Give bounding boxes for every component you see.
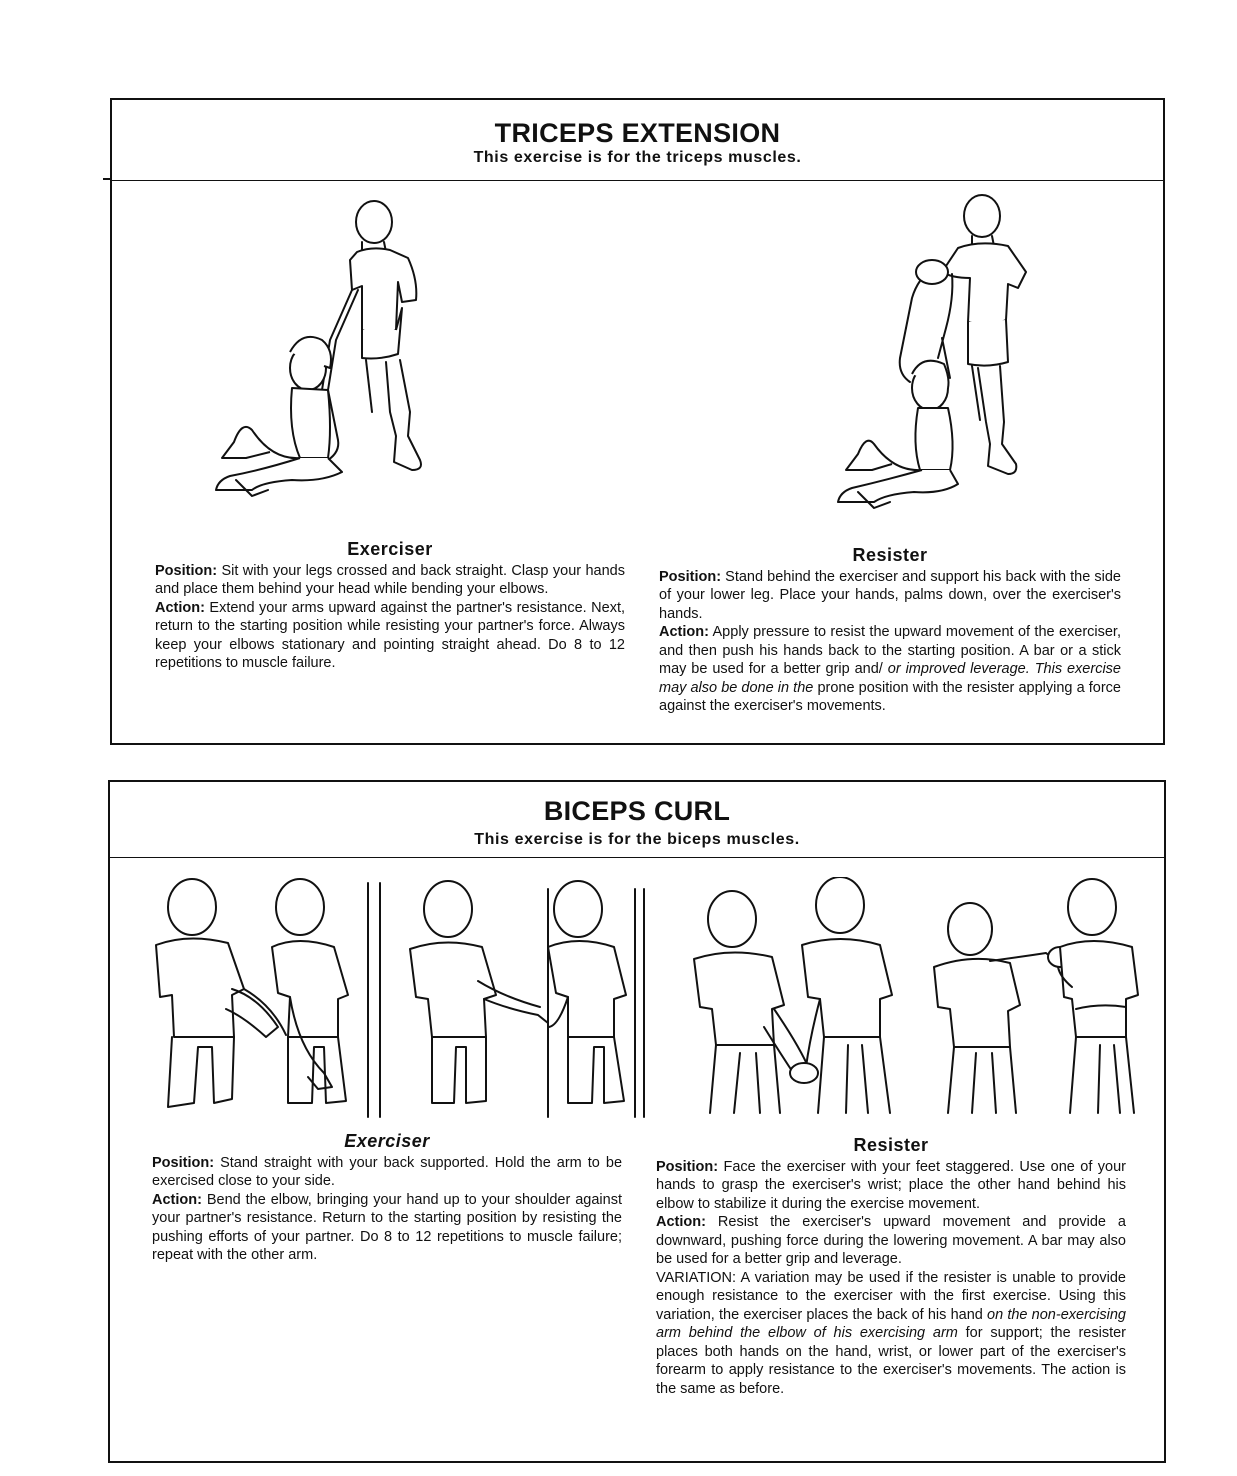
triceps-exerciser-column — [155, 540, 625, 673]
triceps-resister-action — [659, 623, 1121, 716]
action-label: Action: — [659, 624, 709, 640]
triceps-resister-column — [659, 546, 1121, 716]
triceps-title: TRICEPS EXTENSION — [494, 118, 781, 148]
biceps-resister-variation — [656, 1269, 1126, 1399]
biceps-exerciser-column — [152, 1132, 622, 1265]
biceps-header — [110, 782, 1164, 858]
position-text: Sit with your legs crossed and back straight. Clasp your hands and place them behind your head while bending your elbows. — [155, 562, 626, 597]
triceps-resister-position — [659, 568, 1121, 624]
biceps-exerciser-heading: Exerciser — [344, 1131, 430, 1151]
action-label: Action: — [155, 599, 205, 616]
position-label: Position: — [656, 1158, 719, 1175]
action-text-end: prone position with the resister applying a force against the exerciser's movements. — [659, 679, 1121, 714]
action-text: Extend your arms upward against the partner's resistance. Next, return to the starting position while resisting your partner's force. Always keep your elbows stationary and pointing straight ahead. Do 8 to 12 repetitions to muscle failure. — [155, 599, 625, 671]
triceps-subtitle: This exercise is for the triceps muscles. — [473, 149, 802, 166]
position-label: Position: — [152, 1154, 215, 1171]
triceps-start-illustration — [212, 190, 492, 520]
triceps-exerciser-heading: Exerciser — [347, 539, 433, 559]
biceps-resister-illustration — [680, 877, 1140, 1122]
action-text: Resist the exerciser's upward movement and provide a downward, pushing force during the lowering movement. A bar may also be used for a better grip and leverage. — [656, 1214, 1127, 1267]
biceps-curl-panel — [108, 780, 1166, 1463]
biceps-exerciser-illustration — [148, 877, 653, 1122]
position-text: Stand straight with your back supported. Hold the arm to be exercised close to your side. — [152, 1154, 623, 1189]
biceps-resister-action — [656, 1213, 1126, 1269]
triceps-end-illustration — [782, 188, 1062, 533]
biceps-resister-position — [656, 1158, 1126, 1214]
position-label: Position: — [659, 568, 722, 585]
variation-end: for support; the resister places both hands on the hand, wrist, or lower part of the exerciser's forearm to apply resistance to the exerciser's movements. The action is the same as before. — [656, 1325, 1126, 1397]
triceps-resister-heading: Resister — [852, 545, 928, 565]
action-text-italic: or improved leverage. This exercise may also be done in the — [659, 661, 1121, 696]
position-label: Position: — [155, 562, 218, 579]
biceps-resister-heading: Resister — [853, 1135, 929, 1155]
action-text: Bend the elbow, bringing your hand up to your shoulder against your partner's resistance. Return to the starting position by resisting the pushing efforts of your partner. Do 8 to 12 repetitions to muscle failure; repeat with the other arm. — [152, 1191, 622, 1263]
variation-text: VARIATION: A variation may be used if the resister is unable to provide enough resistance to the exerciser with the first exercise. Using this variation, the exerciser places the back of his hand — [656, 1269, 1126, 1323]
biceps-resister-column — [656, 1136, 1126, 1398]
variation-italic: on the non-exercising arm behind the elbow of his exercising arm — [656, 1306, 1126, 1341]
triceps-exerciser-position — [155, 562, 625, 599]
biceps-exerciser-action — [152, 1191, 622, 1265]
position-text: Face the exerciser with your feet staggered. Use one of your hands to grasp the exerciser's wrist; place the other hand behind his elbow to stabilize it during the exercise movement. — [656, 1158, 1126, 1212]
action-text: Apply pressure to resist the upward movement of the exerciser, and then push his hands back to the starting position. A bar or a stick may be used for a better grip and/ — [659, 624, 1121, 677]
biceps-subtitle: This exercise is for the biceps muscles. — [474, 831, 800, 848]
position-text: Stand behind the exerciser and support his back with the side of your lower leg. Place your hands, palms down, over the exerciser's hands. — [659, 568, 1121, 622]
triceps-header — [112, 100, 1163, 181]
action-label: Action: — [656, 1214, 706, 1230]
action-label: Action: — [152, 1191, 202, 1208]
biceps-exerciser-position — [152, 1154, 622, 1191]
triceps-extension-panel — [110, 98, 1165, 745]
triceps-exerciser-action — [155, 599, 625, 673]
biceps-title: BICEPS CURL — [543, 796, 731, 826]
